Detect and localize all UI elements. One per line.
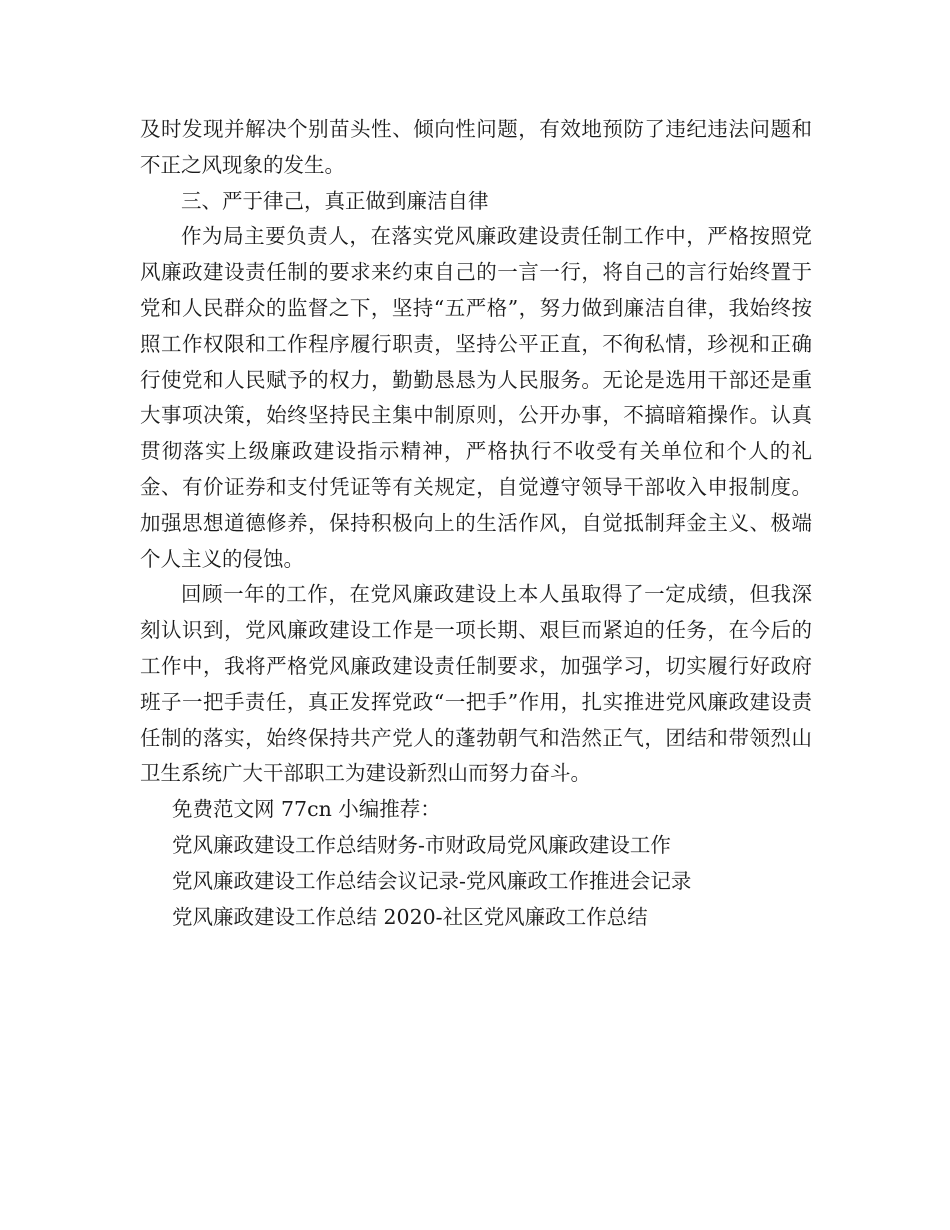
paragraph-review: 回顾一年的工作，在党风廉政建设上本人虽取得了一定成绩，但我深刻认识到，党风廉政建设工作是一项长期、艰巨而紧迫的任务，在今后的工作中，我将严格党风廉政建设责任制要求，加强学习，切实履行好政府班子一把手责任，真正发挥党政“一把手”作用，扎实推进党风廉政建设责任制的落实，始终保持共产党人的蓬勃朝气和浩然正气，团结和带领烈山卫生系统广大干部职工为建设新烈山而努力奋斗。 xyxy=(140,582,812,786)
recommend-link[interactable]: 党风廉政建设工作总结财务-市财政局党风廉政建设工作 xyxy=(172,832,671,857)
recommend-link[interactable]: 党风廉政建设工作总结 2020-社区党风廉政工作总结 xyxy=(172,904,648,929)
paragraph-self-discipline: 作为局主要负责人，在落实党风廉政建设责任制工作中，严格按照党风廉政建设责任制的要求来约束自己的一言一行，将自己的言行始终置于党和人民群众的监督之下，坚持“五严格”，努力做到廉洁自律，我始终按照工作权限和工作程序履行职责，坚持公平正直，不徇私情，珍视和正确行使党和人民赋予的权力，勤勤恳恳为人民服务。无论是选用干部还是重大事项决策，始终坚持民主集中制原则，公开办事，不搞暗箱操作。认真贯彻落实上级廉政建设指示精神，严格执行不收受有关单位和个人的礼金、有价证券和支付凭证等有关规定，自觉遵守领导干部收入申报制度。加强思想道德修养，保持积极向上的生活作风，自觉抵制拜金主义、极端个人主义的侵蚀。 xyxy=(140,224,812,571)
recommend-intro: 免费范文网 77cn 小编推荐： xyxy=(172,797,441,822)
recommend-list xyxy=(140,828,812,935)
paragraph-continued: 及时发现并解决个别苗头性、倾向性问题，有效地预防了违纪违法问题和不正之风现象的发生。 xyxy=(140,117,812,177)
section-heading: 三、严于律己，真正做到廉洁自律 xyxy=(181,188,489,213)
document-body xyxy=(140,112,812,935)
recommend-link[interactable]: 党风廉政建设工作总结会议记录-党风廉政工作推进会记录 xyxy=(172,868,692,893)
